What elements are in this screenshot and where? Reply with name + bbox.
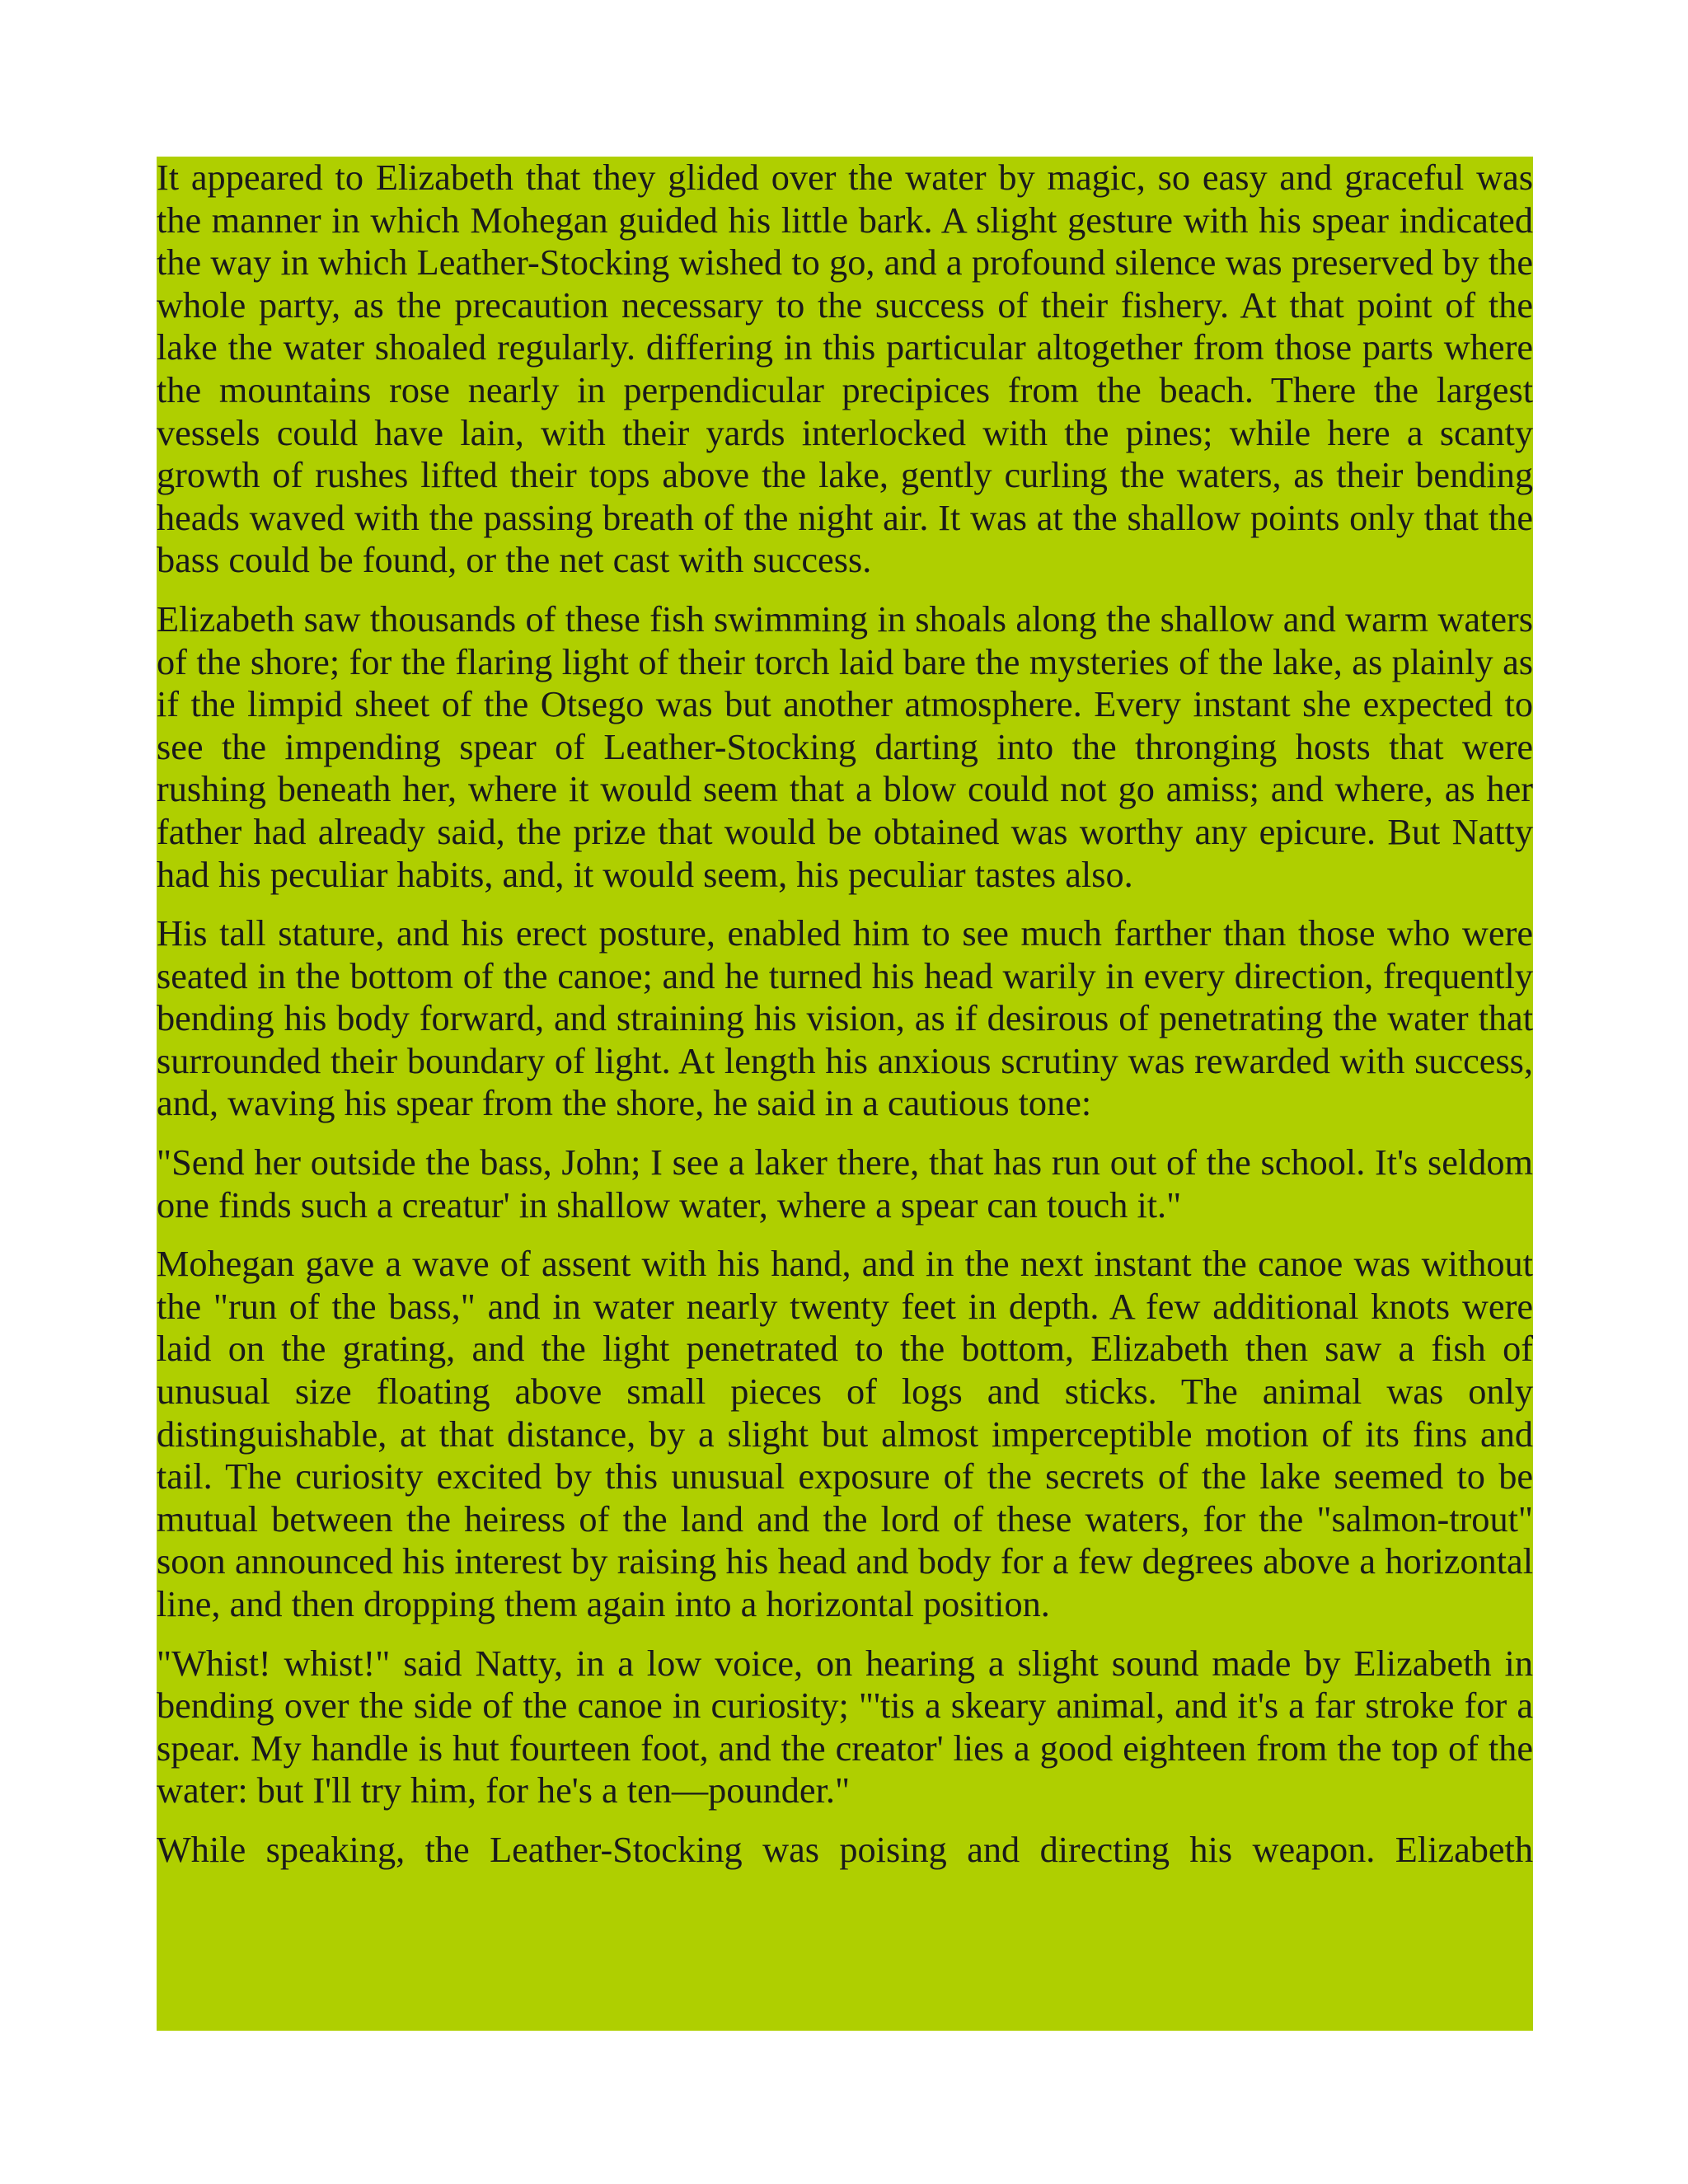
paragraph-2: Elizabeth saw thousands of these fish swimming in shoals along the shallow and warm waters of the shore; for the flaring light of their torch laid bare the mysteries of the lake, as plainly as if the limpid sheet of the Otsego was but another atmosphere. Every instant she expected to see the impending spear of Leather-Stocking darting into the thronging hosts that were rushing beneath her, where it would seem that a blow could not go amiss; and where, as her father had already said, the prize that would be obtained was worthy any epicure. But Natty had his peculiar habits, and, it would seem, his peculiar tastes also.	[157, 598, 1533, 895]
paragraph-4: "Send her outside the bass, John; I see a laker there, that has run out of the school. It's seldom one finds such a creatur' in shallow water, where a spear can touch it."	[157, 1142, 1533, 1226]
paragraph-3: His tall stature, and his erect posture, enabled him to see much farther than those who were seated in the bottom of the canoe; and he turned his head warily in every direction, frequently bending his body forward, and straining his vision, as if desirous of penetrating the water that surrounded their boundary of light. At length his anxious scrutiny was rewarded with success, and, waving his spear from the shore, he said in a cautious tone:	[157, 913, 1533, 1124]
paragraph-5: Mohegan gave a wave of assent with his hand, and in the next instant the canoe was without the "run of the bass," and in water nearly twenty feet in depth. A few additional knots were laid on the grating, and the light penetrated to the bottom, Elizabeth then saw a fish of unusual size floating above small pieces of logs and sticks. The animal was only distinguishable, at that distance, by a slight but almost imperceptible motion of its fins and tail. The curiosity excited by this unusual exposure of the secrets of the lake seemed to be mutual between the heiress of the land and the lord of these waters, for the "salmon-trout" soon announced his interest by raising his head and body for a few degrees above a horizontal line, and then dropping them again into a horizontal position.	[157, 1244, 1533, 1624]
paragraph-6: "Whist! whist!" said Natty, in a low voice, on hearing a slight sound made by Elizabeth in bending over the side of the canoe in curiosity; "'tis a skeary animal, and it's a far stroke for a spear. My handle is hut fourteen foot, and the creator' lies a good eighteen from the top of the water: but I'll try him, for he's a ten—pounder."	[157, 1643, 1533, 1811]
highlighted-text-block	[157, 157, 1533, 2031]
paragraph-1: It appeared to Elizabeth that they glided over the water by magic, so easy and graceful was the manner in which Mohegan guided his little bark. A slight gesture with his spear indicated the way in which Leather-Stocking wished to go, and a profound silence was preserved by the whole party, as the precaution necessary to the success of their fishery. At that point of the lake the water shoaled regularly. differing in this particular altogether from those parts where the mountains rose nearly in perpendicular precipices from the beach. There the largest vessels could have lain, with their yards interlocked with the pines; while here a scanty growth of rushes lifted their tops above the lake, gently curling the waters, as their bending heads waved with the passing breath of the night air. It was at the shallow points only that the bass could be found, or the net cast with success.	[157, 157, 1533, 581]
paragraph-7: While speaking, the Leather-Stocking was poising and directing his weapon. Elizabeth	[157, 1829, 1533, 1870]
